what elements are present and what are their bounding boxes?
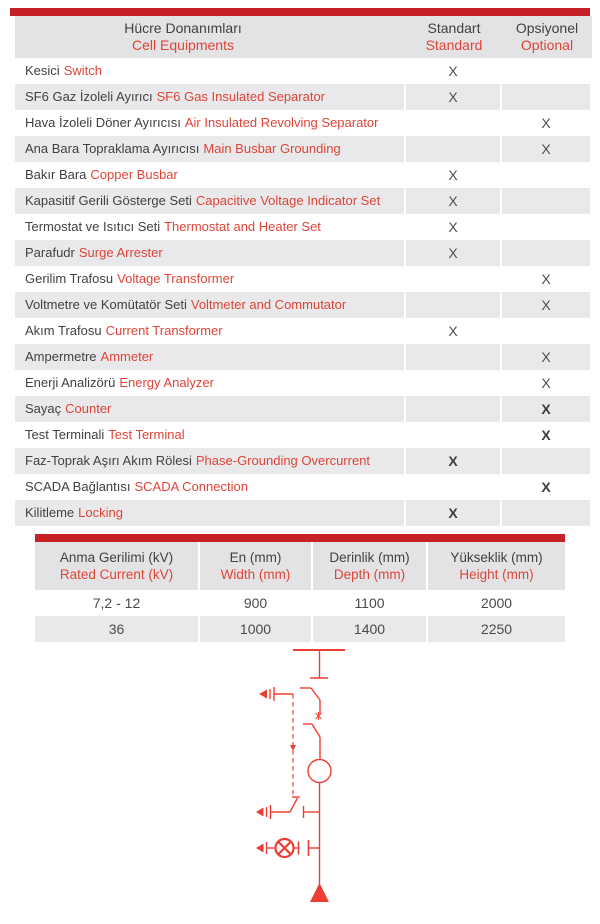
spec-value: 900	[200, 590, 313, 616]
equipment-name-en: Locking	[78, 505, 123, 520]
spec-value: 2000	[480, 595, 513, 611]
standard-mark	[406, 110, 502, 136]
equipment-name-en: Main Busbar Grounding	[203, 141, 341, 156]
equipment-name-en: Test Terminal	[108, 427, 185, 442]
spec-column-header	[35, 542, 200, 590]
optional-mark	[502, 58, 590, 84]
equipment-name-tr: SCADA Bağlantısı	[25, 479, 131, 494]
optional-header-en: Optional	[520, 37, 574, 53]
equipment-name-tr: Kesici	[25, 63, 60, 78]
equipment-name-en: Ammeter	[100, 349, 154, 364]
table-row	[15, 188, 592, 214]
table-row	[15, 292, 592, 318]
equipment-name-en: Energy Analyzer	[119, 375, 214, 390]
spec-col-en: Height (mm)	[459, 567, 534, 582]
standard-mark: X	[406, 500, 502, 526]
equipment-name	[15, 266, 406, 292]
spec-column-header	[428, 542, 565, 590]
standard-mark	[406, 292, 502, 318]
equipment-name-en: Surge Arrester	[78, 245, 163, 260]
optional-mark	[502, 318, 590, 344]
equipment-name-en: Counter	[65, 401, 112, 416]
standard-mark	[406, 396, 502, 422]
optional-mark	[502, 240, 590, 266]
table-row	[15, 474, 592, 500]
equipment-name-en: Copper Busbar	[90, 167, 178, 182]
voltage-indicator-symbol	[259, 687, 293, 701]
equipment-name-tr: Kilitleme	[25, 505, 75, 520]
equipment-name-en: Voltmeter and Commutator	[190, 297, 347, 312]
standard-mark: X	[406, 240, 502, 266]
equipment-name-tr: Hava İzoleli Döner Ayırıcısı	[25, 115, 181, 130]
equipment-name	[15, 162, 406, 188]
spec-col-tr: Derinlik (mm)	[329, 550, 410, 565]
earthing-switch-symbol	[256, 797, 320, 819]
equipment-name-en: Air Insulated Revolving Separator	[184, 115, 379, 130]
spec-col-en: Width (mm)	[220, 567, 291, 582]
table-title-tr: Hücre Donanımları	[124, 20, 242, 36]
table-row	[15, 448, 592, 474]
busbar-symbol	[293, 650, 345, 678]
equipment-name-tr: Ana Bara Topraklama Ayırıcısı	[25, 141, 200, 156]
standard-mark: X	[406, 58, 502, 84]
optional-mark	[502, 448, 590, 474]
spec-table-accent-bar	[35, 534, 565, 542]
equipment-name-en: SF6 Gas Insulated Separator	[156, 89, 326, 104]
standard-mark	[406, 136, 502, 162]
cable-termination-symbol	[310, 883, 329, 902]
optional-mark	[502, 84, 590, 110]
spec-header	[35, 542, 565, 590]
equipment-name-en: Thermostat and Heater Set	[164, 219, 321, 234]
standard-mark	[406, 266, 502, 292]
equipment-name-tr: Sayaç	[25, 401, 62, 416]
table-row	[15, 266, 592, 292]
equipment-name-en: Current Transformer	[105, 323, 223, 338]
spec-column-header	[200, 542, 313, 590]
equipment-name	[15, 474, 406, 500]
equipment-name	[15, 370, 406, 396]
spec-col-en: Depth (mm)	[333, 567, 406, 582]
equipment-name	[15, 292, 406, 318]
standard-mark: X	[406, 162, 502, 188]
standard-mark: X	[406, 84, 502, 110]
equipment-name	[15, 84, 406, 110]
spec-column-header	[313, 542, 428, 590]
equipment-table-title	[15, 20, 406, 54]
spec-value: 36	[35, 616, 200, 642]
table-row	[15, 84, 592, 110]
equipment-rows	[15, 58, 592, 526]
optional-mark: X	[502, 292, 590, 318]
standard-mark: X	[406, 214, 502, 240]
table-row	[35, 616, 565, 642]
single-line-diagram	[0, 645, 600, 924]
optional-mark: X	[502, 136, 590, 162]
equipment-name-tr: Test Terminali	[25, 427, 105, 442]
table-row	[15, 136, 592, 162]
table-row	[35, 590, 565, 616]
equipment-name	[15, 448, 406, 474]
equipment-name	[15, 240, 406, 266]
spec-rows	[35, 590, 565, 642]
interlock-star-marker	[316, 712, 322, 720]
spec-col-tr: Yükseklik (mm)	[450, 550, 543, 565]
equipment-name-en: Capacitive Voltage Indicator Set	[195, 193, 381, 208]
equipment-name-tr: Ampermetre	[25, 349, 97, 364]
spec-value: 1400	[313, 616, 428, 642]
optional-mark	[502, 162, 590, 188]
equipment-name	[15, 318, 406, 344]
equipment-name-tr: Bakır Bara	[25, 167, 87, 182]
spec-col-tr: Anma Gerilimi (kV)	[59, 550, 174, 565]
optional-mark: X	[502, 344, 590, 370]
capacitive-divider-dashed-line	[290, 694, 296, 795]
table-title-en: Cell Equipments	[132, 37, 234, 53]
optional-mark: X	[541, 115, 551, 131]
equipment-table-accent-bar	[10, 8, 590, 16]
equipment-name	[15, 136, 406, 162]
optional-mark: X	[502, 396, 590, 422]
optional-mark	[502, 214, 590, 240]
equipment-name-tr: Termostat ve Isıtıcı Seti	[25, 219, 161, 234]
standard-mark	[406, 422, 502, 448]
standard-mark: X	[406, 318, 502, 344]
equipment-name-tr: Gerilim Trafosu	[25, 271, 114, 286]
spec-col-en: Rated Current (kV)	[59, 567, 174, 582]
equipment-name	[15, 422, 406, 448]
equipment-name-en: Voltage Transformer	[117, 271, 235, 286]
dashed-line-arrow-icon	[290, 745, 296, 751]
spec-value: 2250	[428, 616, 565, 642]
optional-mark: X	[541, 271, 551, 287]
equipment-name-en: SCADA Connection	[134, 479, 248, 494]
equipment-name-tr: Parafudr	[25, 245, 75, 260]
optional-mark	[502, 500, 590, 526]
table-row	[15, 370, 592, 396]
optional-mark: X	[541, 427, 551, 443]
equipment-name	[15, 214, 406, 240]
standard-header-en: Standard	[425, 37, 483, 53]
breaker-switch-symbol	[303, 724, 320, 760]
standard-header-tr: Standart	[427, 20, 481, 36]
equipment-name-tr: Voltmetre ve Komütatör Seti	[25, 297, 187, 312]
disconnector-switch-symbol	[300, 688, 320, 714]
equipment-name-tr: Enerji Analizörü	[25, 375, 116, 390]
indicator-lamp-symbol	[256, 839, 320, 857]
spec-value: 7,2 - 12	[35, 590, 200, 616]
equipment-name	[15, 500, 406, 526]
table-row	[15, 318, 592, 344]
equipment-name-tr: Faz-Toprak Aşırı Akım Rölesi	[25, 453, 192, 468]
standard-mark	[406, 474, 502, 500]
standard-mark: X	[406, 188, 502, 214]
equipment-table-header	[15, 16, 592, 58]
spec-value: 1100	[313, 590, 428, 616]
table-row	[15, 110, 592, 136]
equipment-name	[15, 110, 406, 136]
standard-mark	[406, 370, 502, 396]
equipment-name	[15, 396, 406, 422]
table-row	[15, 422, 592, 448]
equipment-name	[15, 58, 406, 84]
table-row	[15, 214, 592, 240]
table-row	[15, 344, 592, 370]
optional-mark: X	[541, 479, 551, 495]
current-transformer-symbol	[308, 760, 331, 886]
table-row	[15, 240, 592, 266]
equipment-name-tr: Akım Trafosu	[25, 323, 102, 338]
table-row	[15, 500, 592, 526]
equipment-name-en: Switch	[63, 63, 102, 78]
equipment-name-tr: Kapasitif Gerili Gösterge Seti	[25, 193, 192, 208]
optional-mark	[502, 188, 590, 214]
equipment-name-tr: SF6 Gaz İzoleli Ayırıcı	[25, 89, 153, 104]
spec-value: 1000	[200, 616, 313, 642]
equipment-name	[15, 188, 406, 214]
optional-mark: X	[541, 375, 551, 391]
standard-mark	[406, 344, 502, 370]
spec-col-tr: En (mm)	[229, 550, 282, 565]
standard-column-header	[406, 20, 502, 54]
table-row	[15, 58, 592, 84]
standard-mark: X	[406, 448, 502, 474]
optional-column-header	[502, 20, 592, 54]
optional-header-tr: Opsiyonel	[515, 20, 579, 36]
table-row	[15, 396, 592, 422]
equipment-name	[15, 344, 406, 370]
table-row	[15, 162, 592, 188]
equipment-name-en: Phase-Grounding Overcurrent	[195, 453, 371, 468]
